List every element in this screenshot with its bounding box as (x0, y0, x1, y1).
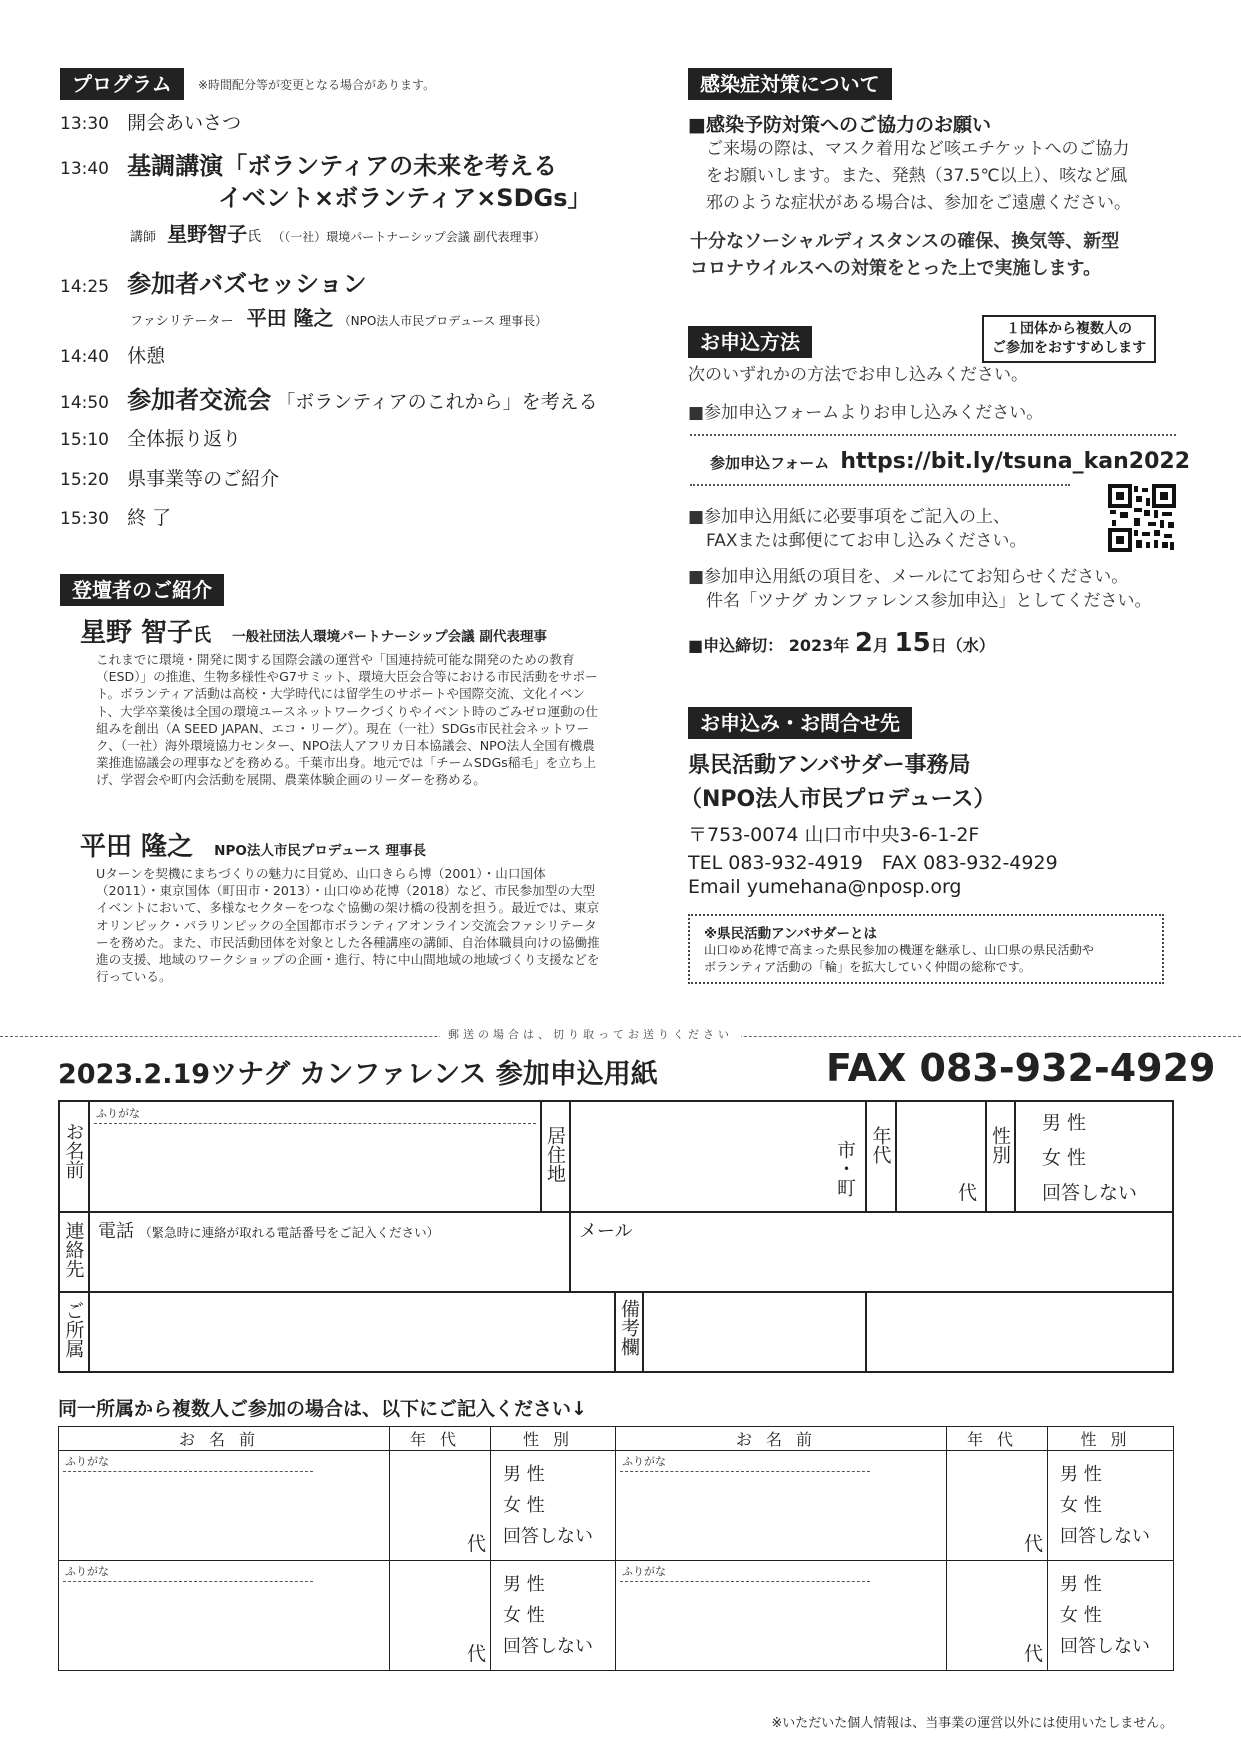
program-item (60, 424, 241, 451)
form-label: 参加申込フォーム (710, 454, 830, 472)
deadline-month: 2 (854, 628, 873, 658)
fac-name: 平田 隆之 (246, 306, 334, 330)
program-item (60, 464, 279, 491)
sex-option[interactable]: 回答しない (503, 1636, 593, 1657)
participant-name-field[interactable] (59, 1561, 390, 1671)
speaker-honorific: 氏 (193, 625, 212, 646)
sex-option[interactable]: 男 性 (503, 1464, 545, 1485)
furigana-label: ふりがな (65, 1565, 109, 1578)
sex-option[interactable]: 女 性 (503, 1605, 545, 1626)
time: 14:25 (60, 277, 109, 297)
remarks-field-ext[interactable] (866, 1292, 1173, 1372)
lecturer-role: 講師 (130, 230, 157, 245)
participant-age-field[interactable] (390, 1561, 491, 1671)
speaker-1-header (80, 612, 547, 649)
infection-bold: 十分なソーシャルディスタンスの確保、換気等、新型 (690, 231, 1120, 252)
header-name: お名前 (59, 1427, 390, 1451)
speaker-name: 平田 隆之 (80, 832, 194, 862)
item-text: 開会あいさつ (127, 112, 242, 134)
address-label: 居住地 (544, 1126, 566, 1183)
age-label: 年代 (869, 1126, 892, 1164)
apply-method-2: ■参加申込用紙に必要事項をご記入の上、 (688, 507, 1011, 527)
sex-label-cell (986, 1101, 1015, 1212)
address-label-cell (541, 1101, 570, 1212)
contact-email[interactable]: Email yumehana@nposp.org (688, 876, 962, 898)
form-link-row (710, 449, 1190, 474)
time: 13:30 (60, 114, 109, 134)
affiliation-field[interactable] (90, 1293, 616, 1371)
time: 15:10 (60, 430, 109, 450)
sex-option[interactable]: 女 性 (1060, 1495, 1102, 1516)
email-field[interactable] (570, 1212, 1173, 1292)
contact-org-2: （NPO法人市民プロデュース） (680, 787, 996, 812)
time: 15:30 (60, 509, 109, 529)
speaker-affil: 一般社団法人環境パートナーシップ会議 副代表理事 (232, 629, 547, 645)
name-label: お名前 (62, 1122, 85, 1179)
program-item (60, 380, 598, 415)
multi-participant-table (58, 1426, 1174, 1671)
facilitator (130, 302, 547, 331)
affiliation-remarks-row (89, 1292, 866, 1372)
multi-note: 同一所属から複数人ご参加の場合は、以下にご記入ください↓ (58, 1398, 587, 1420)
application-table (58, 1100, 1174, 1373)
box-title: ※県民活動アンバサダーとは (704, 926, 877, 942)
participant-sex[interactable] (491, 1561, 616, 1671)
infection-line: 邪のような症状がある場合は、参加をご遠慮ください。 (706, 193, 1131, 213)
speaker-1-bio: これまでに環境・開発に関する国際会議の運営や「国連持続可能な開発のための教育（ESD）」の推進、生物多様性やG7サミット、環境大臣会合等における市民活動をサポート。ボランティア活動は高校・大学時代には留学生のサポートや国際交流、文化イベント、大学卒業後は全国の環境ユースネットワークづくりやイベント時のごみゼロ運動の仕組みを創出（A SEED JAPAN、エコ・リーグ）。現在（一社）SDGs市民社会ネットワーク、（一社）海外環境協力センター、NPO法人アフリカ日本協議会、NPO法人全国有機農業推進協議会の理事などを務める。千葉市出身。地元では「チームSDGs稲毛」を立ち上げ、学習会や町内会活動を展開、農業体験企画のリーダーを務める。 (96, 652, 598, 788)
deadline-month-unit: 月 (872, 636, 889, 655)
sex-option[interactable]: 男 性 (1060, 1574, 1102, 1595)
header-age: 年代 (947, 1427, 1048, 1451)
sex-option[interactable]: 回答しない (1060, 1636, 1150, 1657)
header-sex: 性別 (491, 1427, 616, 1451)
dai-label: 代 (466, 1533, 486, 1555)
infection-heading: ■感染予防対策へのご協力のお願い (688, 114, 991, 136)
phone-field[interactable] (89, 1212, 570, 1292)
item-text: 終 了 (127, 507, 172, 529)
deadline-day-unit: 日（水） (930, 636, 995, 655)
fac-affil: （NPO法人市民プロデュース 理事長） (338, 314, 548, 328)
city-label: 市・町 (834, 1140, 856, 1197)
deadline (688, 628, 995, 658)
keynote-title-2: イベント×ボランティア×SDGs」 (218, 184, 592, 212)
remarks-label-cell (616, 1293, 644, 1371)
participant-sex[interactable] (1048, 1451, 1174, 1561)
program-item (60, 146, 557, 181)
time: 14:40 (60, 347, 109, 367)
bubble-line: １団体から複数人の (1006, 321, 1133, 337)
apply-method-2b: FAXまたは郵便にてお申し込みください。 (706, 531, 1027, 551)
contact-phone-fax: TEL 083-932-4919 FAX 083-932-4929 (688, 852, 1058, 874)
bubble-line: ご参加をおすすめします (992, 340, 1147, 356)
program-item (60, 108, 241, 135)
affiliation-label: ご所属 (62, 1301, 85, 1358)
ambassador-box (688, 914, 1164, 984)
dai-label: 代 (1023, 1643, 1043, 1665)
keynote-title: 基調講演「ボランティアの未来を考える (127, 152, 558, 180)
buzz-title: 参加者バズセッション (127, 270, 367, 298)
dai-label: 代 (466, 1643, 486, 1665)
program-note: ※時間配分等が変更となる場合があります。 (198, 78, 436, 92)
form-fax: FAX 083-932-4929 (826, 1046, 1216, 1090)
furigana-label: ふりがな (65, 1455, 109, 1468)
phone-note: （緊急時に連絡が取れる電話番号をご記入ください） (139, 1225, 440, 1240)
furigana-label: ふりがな (622, 1455, 666, 1468)
participant-name-field[interactable] (616, 1451, 947, 1561)
name-label-cell (59, 1101, 89, 1212)
contact-label: 連絡先 (62, 1221, 85, 1278)
item-text: 県事業等のご紹介 (127, 468, 280, 490)
sex-option[interactable]: 回答しない (503, 1526, 593, 1547)
age-label-cell (866, 1101, 896, 1212)
header-sex: 性別 (1048, 1427, 1174, 1451)
participant-age-field[interactable] (947, 1561, 1048, 1671)
form-url-link[interactable]: https://bit.ly/tsuna_kan2022 (840, 449, 1190, 474)
form-title: 2023.2.19ツナグ カンファレンス 参加申込用紙 (58, 1059, 658, 1090)
infection-line: ご来場の際は、マスク着用など咳エチケットへのご協力 (706, 139, 1130, 159)
program-item (60, 503, 171, 530)
dai-label: 代 (1023, 1533, 1043, 1555)
time: 15:20 (60, 470, 109, 490)
participant-name-field[interactable] (59, 1451, 390, 1561)
affiliation-label-cell (59, 1292, 89, 1372)
mail-label: メール (579, 1221, 633, 1242)
participant-name-field[interactable] (616, 1561, 947, 1671)
sex-option[interactable]: 女 性 (503, 1495, 545, 1516)
lecturer-affil: （（一社）環境パートナーシップ会議 副代表理事） (272, 230, 546, 244)
furigana-label: ふりがな (96, 1107, 140, 1120)
address-field[interactable] (570, 1101, 866, 1212)
program-tag: プログラム (60, 68, 184, 100)
phone-label: 電話 (98, 1221, 134, 1242)
speakers-tag: 登壇者のご紹介 (60, 574, 224, 606)
fac-role: ファシリテーター (130, 314, 234, 329)
apply-method-1: ■参加申込フォームよりお申し込みください。 (688, 403, 1044, 423)
sex-label: 性別 (989, 1126, 1011, 1164)
contact-org: 県民活動アンバサダー事務局 (688, 753, 971, 778)
furigana-label: ふりがな (622, 1565, 666, 1578)
sex-option[interactable]: 回答しない (1060, 1526, 1150, 1547)
box-line: ボランティア活動の「輪」を拡大していく仲間の総称です。 (704, 960, 1032, 974)
contact-address: 〒753-0074 山口市中央3-6-1-2F (688, 824, 980, 846)
program-item (60, 264, 367, 299)
keynote-lecturer (130, 218, 546, 247)
contact-tag: お申込み・お問合せ先 (688, 707, 912, 739)
participant-age-field[interactable] (390, 1451, 491, 1561)
apply-method-3b: 件名「ツナグ カンファレンス参加申込」としてください。 (706, 591, 1152, 611)
infection-bold: コロナウイルスへの対策をとった上で実施します。 (690, 258, 1102, 279)
privacy-note: ※いただいた個人情報は、当事業の運営以外には使用いたしません。 (771, 1716, 1173, 1731)
apply-tag: お申込方法 (688, 326, 812, 358)
apply-method-3: ■参加申込用紙の項目を、メールにてお知らせください。 (688, 567, 1129, 587)
divider (690, 484, 1070, 486)
cut-note: 郵送の場合は、切り取ってお送りください (440, 1026, 741, 1042)
sex-option[interactable]: 女 性 (1042, 1147, 1087, 1169)
age-field[interactable] (896, 1101, 986, 1212)
sex-option[interactable]: 男 性 (1042, 1112, 1087, 1134)
header-age: 年代 (390, 1427, 491, 1451)
name-field[interactable] (89, 1101, 541, 1212)
lecturer-name: 星野智子 (167, 222, 248, 246)
exchange-title: 参加者交流会 (127, 386, 272, 414)
sex-option[interactable]: 回答しない (1042, 1182, 1138, 1204)
speaker-affil: NPO法人市民プロデュース 理事長 (214, 843, 426, 859)
sex-option[interactable]: 女 性 (1060, 1605, 1102, 1626)
infection-tag: 感染症対策について (688, 68, 892, 100)
item-text: 休憩 (127, 345, 166, 367)
speaker-name: 星野 智子 (80, 618, 194, 648)
deadline-day: 15 (894, 628, 931, 658)
lecturer-honorific: 氏 (247, 229, 262, 245)
recommend-bubble (982, 315, 1156, 363)
participant-age-field[interactable] (947, 1451, 1048, 1561)
qr-code-icon[interactable] (1108, 484, 1176, 552)
sex-options[interactable] (1015, 1101, 1173, 1212)
participant-sex[interactable] (491, 1451, 616, 1561)
apply-intro: 次のいずれかの方法でお申し込みください。 (688, 365, 1028, 385)
divider (690, 434, 1176, 436)
remarks-label: 備考欄 (618, 1299, 640, 1356)
deadline-year: 2023年 (788, 636, 850, 655)
sex-option[interactable]: 男 性 (1060, 1464, 1102, 1485)
time: 14:50 (60, 393, 109, 413)
program-item (60, 341, 165, 368)
speaker-2-bio: Uターンを契機にまちづくりの魅力に目覚め、山口きらら博（2001）・山口国体（2011）・東京国体（町田市・2013）・山口ゆめ花博（2018）など、市民参加型の大型イベントにおいて、多様なセクターをつなぐ協働の架け橋の役割を担う。最近では、東京オリンピック・パラリンピックの全国都市ボランティアオンライン交流会ファシリテーターを務めた。また、市民活動団体を対象とした各種講座の講師、自治体職員向けの協働推進の支援、地域のワークショップの企画・進行、特に中山間地域の地域づくり支援などを行っている。 (96, 866, 600, 985)
dai-label: 代 (957, 1182, 977, 1204)
item-text: 全体振り返り (127, 428, 242, 450)
infection-line: をお願いします。また、発熱（37.5℃以上）、咳など風 (706, 166, 1128, 186)
header-name: お名前 (616, 1427, 947, 1451)
sex-option[interactable]: 男 性 (503, 1574, 545, 1595)
time: 13:40 (60, 159, 109, 179)
contact-label-cell (59, 1212, 89, 1292)
box-line: 山口ゆめ花博で高まった県民参加の機運を継承し、山口県の県民活動や (704, 943, 1094, 957)
item-text: 「ボランティアのこれから」を考える (276, 391, 598, 413)
remarks-field[interactable] (644, 1293, 865, 1371)
speaker-2-header (80, 826, 426, 863)
participant-sex[interactable] (1048, 1561, 1174, 1671)
deadline-prefix: ■申込締切： (688, 636, 784, 655)
